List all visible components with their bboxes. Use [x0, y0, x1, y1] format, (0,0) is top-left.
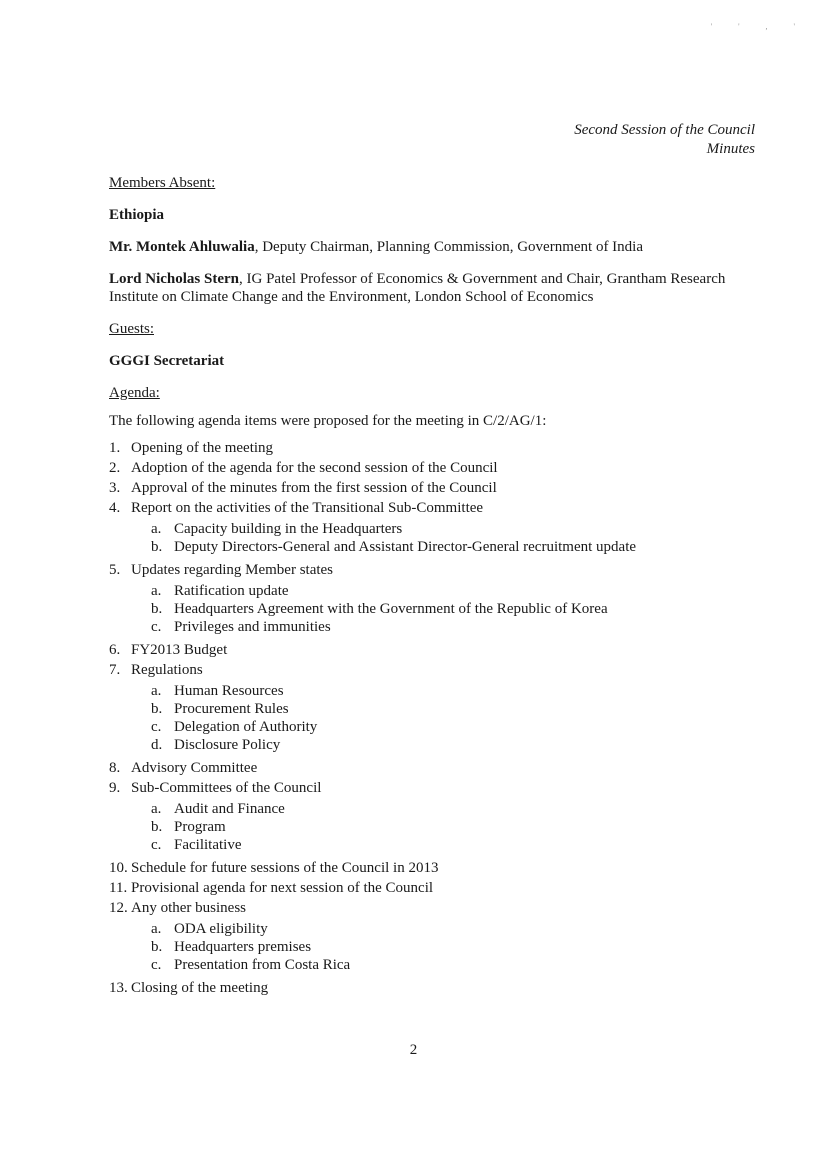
agenda-subitem: [151, 736, 769, 754]
agenda-subitem-letter: c.: [151, 957, 162, 973]
agenda-item: [109, 660, 769, 754]
agenda-subitem-letter: b.: [151, 601, 163, 617]
agenda-item-text: Regulations: [131, 662, 203, 678]
agenda-item-number: 5.: [109, 562, 121, 578]
agenda-item-text: Closing of the meeting: [131, 980, 269, 996]
agenda-item-number: 1.: [109, 440, 121, 456]
members-absent-heading: Members Absent:: [109, 175, 216, 191]
agenda-item: [109, 458, 769, 478]
header-subtitle: Minutes: [706, 141, 755, 157]
header-title: Second Session of the Council: [574, 122, 755, 138]
agenda-subitem-text: Capacity building in the Headquarters: [174, 521, 403, 537]
agenda-sublist: [151, 920, 769, 974]
absent-member-desc: , IG Patel Professor of Economics & Government and Chair, Grantham Research Institute on Climate Change and the Environment, London School of Economics: [109, 271, 726, 305]
agenda-subitem-text: Delegation of Authority: [174, 719, 318, 735]
agenda-item: [109, 560, 769, 636]
agenda-subitem-letter: d.: [151, 737, 163, 753]
agenda-item-number: 6.: [109, 642, 121, 658]
agenda-subitem-text: Deputy Directors-General and Assistant Director-General recruitment update: [174, 539, 637, 555]
absent-member-name: Mr. Montek Ahluwalia: [109, 239, 255, 255]
agenda-subitem: [151, 600, 769, 618]
agenda-item-number: 3.: [109, 480, 121, 496]
agenda-item: [109, 438, 769, 458]
absent-member-desc: , Deputy Chairman, Planning Commission, Government of India: [254, 239, 644, 255]
agenda-sublist: [151, 682, 769, 754]
agenda-subitem-text: Disclosure Policy: [174, 737, 281, 753]
agenda-subitem-letter: a.: [151, 583, 162, 599]
agenda-subitem-letter: a.: [151, 683, 162, 699]
agenda-item-number: 9.: [109, 780, 121, 796]
agenda-heading: Agenda:: [109, 385, 160, 401]
agenda-item: [109, 640, 769, 660]
agenda-subitem-text: ODA eligibility: [174, 921, 268, 937]
agenda-item: [109, 478, 769, 498]
agenda-item-number: 13.: [109, 980, 128, 996]
agenda-item: [109, 778, 769, 854]
agenda-subitem: [151, 618, 769, 636]
agenda-item-number: 8.: [109, 760, 121, 776]
agenda-item-number: 10.: [109, 860, 128, 876]
agenda-item-number: 7.: [109, 662, 121, 678]
agenda-item-number: 12.: [109, 900, 128, 916]
agenda-subitem: [151, 800, 769, 818]
agenda-subitem: [151, 718, 769, 736]
agenda-subitem: [151, 920, 769, 938]
agenda-subitem: [151, 700, 769, 718]
agenda-subitem-text: Ratification update: [174, 583, 289, 599]
agenda-subitem-letter: c.: [151, 619, 162, 635]
agenda-subitem: [151, 836, 769, 854]
agenda-item-text: Advisory Committee: [131, 760, 258, 776]
agenda-subitem: [151, 538, 769, 556]
absent-member-name: Lord Nicholas Stern: [109, 271, 240, 287]
agenda-subitem-letter: b.: [151, 701, 163, 717]
agenda-subitem: [151, 682, 769, 700]
agenda-item: [109, 498, 769, 556]
agenda-item-text: Approval of the minutes from the first session of the Council: [131, 480, 497, 496]
document-header: [574, 121, 755, 159]
agenda-item-text: Adoption of the agenda for the second session of the Council: [131, 460, 498, 476]
agenda-item: [109, 978, 769, 998]
agenda-item: [109, 758, 769, 778]
agenda-subitem-letter: a.: [151, 521, 162, 537]
agenda-item-text: Any other business: [131, 900, 246, 916]
agenda-intro: The following agenda items were proposed for the meeting in C/2/AG/1:: [109, 413, 547, 429]
agenda-subitem-text: Human Resources: [174, 683, 284, 699]
agenda-subitem-text: Headquarters premises: [174, 939, 312, 955]
document-body: [109, 174, 769, 998]
agenda-subitem: [151, 582, 769, 600]
agenda-subitem-letter: c.: [151, 719, 162, 735]
agenda-item-text: Opening of the meeting: [131, 440, 274, 456]
guests-heading: Guests:: [109, 321, 154, 337]
agenda-item-number: 2.: [109, 460, 121, 476]
agenda-subitem-text: Procurement Rules: [174, 701, 289, 717]
agenda-subitem-letter: c.: [151, 837, 162, 853]
agenda-subitem-text: Privileges and immunities: [174, 619, 331, 635]
agenda-subitem-text: Presentation from Costa Rica: [174, 957, 351, 973]
agenda-item-text: Provisional agenda for next session of the Council: [131, 880, 434, 896]
agenda-item-text: Sub-Committees of the Council: [131, 780, 322, 796]
agenda-subitem: [151, 938, 769, 956]
agenda-item: [109, 898, 769, 974]
agenda-sublist: [151, 582, 769, 636]
agenda-item-text: Updates regarding Member states: [131, 562, 334, 578]
scan-marks: ' ' , ': [710, 22, 807, 31]
absent-country: Ethiopia: [109, 207, 165, 223]
agenda-item-text: Report on the activities of the Transitional Sub-Committee: [131, 500, 484, 516]
agenda-subitem-text: Program: [174, 819, 226, 835]
agenda-item: [109, 878, 769, 898]
agenda-subitem-letter: b.: [151, 939, 163, 955]
agenda-subitem-letter: b.: [151, 539, 163, 555]
agenda-sublist: [151, 520, 769, 556]
agenda-sublist: [151, 800, 769, 854]
agenda-subitem-text: Headquarters Agreement with the Government of the Republic of Korea: [174, 601, 608, 617]
agenda-item: [109, 858, 769, 878]
agenda-subitem: [151, 818, 769, 836]
absent-member: [109, 238, 769, 256]
agenda-subitem-text: Facilitative: [174, 837, 242, 853]
agenda-item-text: Schedule for future sessions of the Council in 2013: [131, 860, 439, 876]
agenda-list: [109, 438, 769, 998]
agenda-subitem-text: Audit and Finance: [174, 801, 285, 817]
agenda-subitem-letter: a.: [151, 801, 162, 817]
page-number: 2: [409, 1042, 418, 1058]
agenda-subitem: [151, 956, 769, 974]
agenda-item-number: 4.: [109, 500, 121, 516]
agenda-subitem-letter: b.: [151, 819, 163, 835]
agenda-item-text: FY2013 Budget: [131, 642, 228, 658]
guest-name: GGGI Secretariat: [109, 353, 225, 369]
absent-member: [109, 270, 769, 306]
agenda-subitem: [151, 520, 769, 538]
agenda-item-number: 11.: [109, 880, 128, 896]
agenda-subitem-letter: a.: [151, 921, 162, 937]
